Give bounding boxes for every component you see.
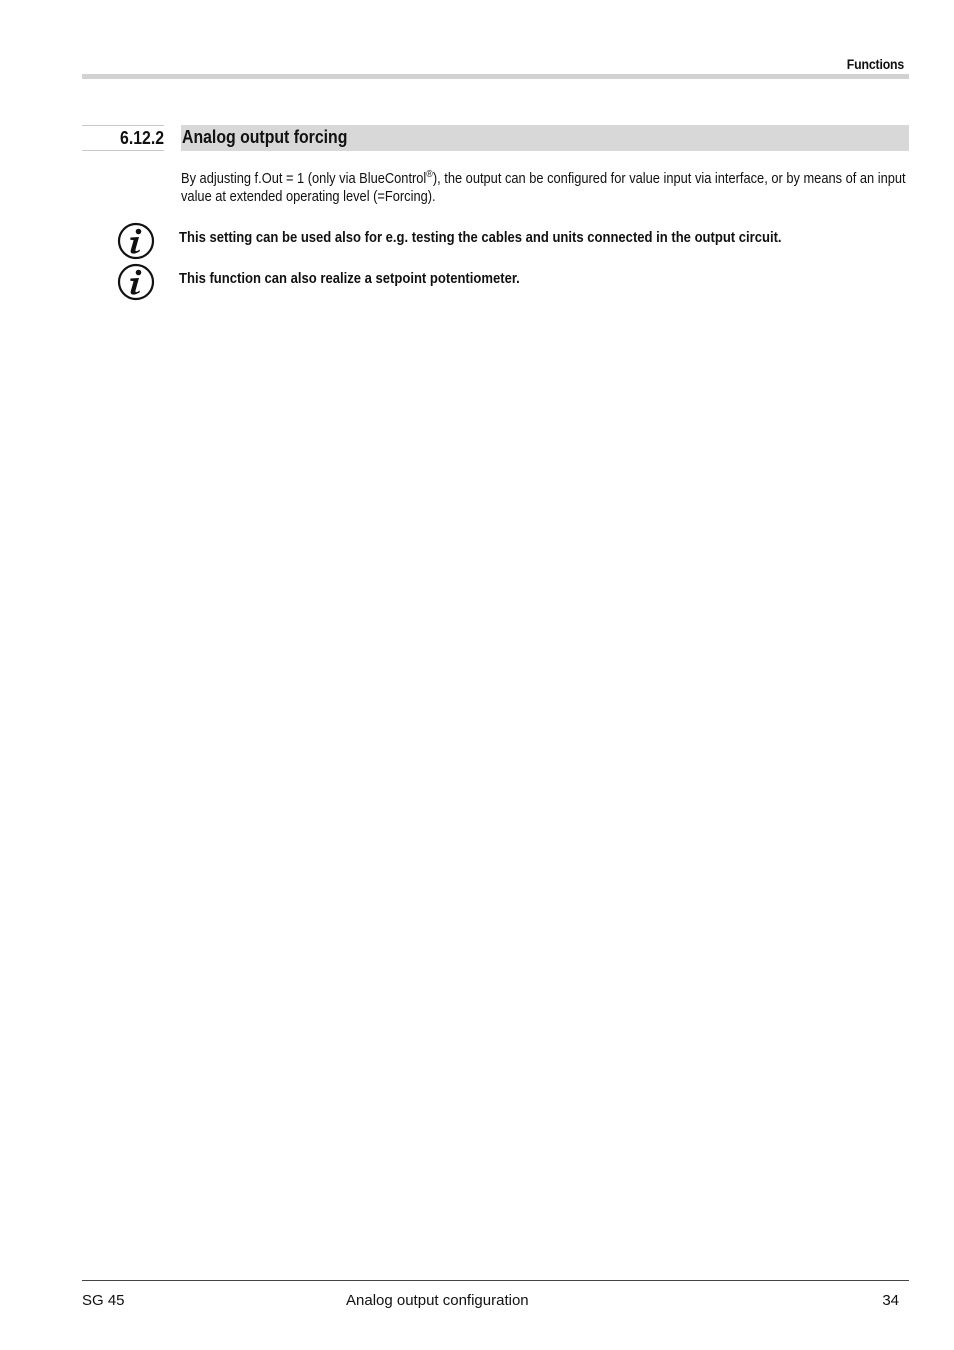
header-rule bbox=[82, 74, 909, 79]
info-icon bbox=[117, 263, 155, 301]
note-text-setpoint: This function can also realize a setpoint potentiometer. bbox=[179, 270, 520, 287]
registered-mark: ® bbox=[426, 169, 433, 180]
page-number: 34 bbox=[882, 1292, 899, 1309]
footer-chapter-title: Analog output configuration bbox=[346, 1292, 529, 1309]
section-title: Analog output forcing bbox=[182, 127, 348, 147]
running-header-title: Functions bbox=[846, 56, 904, 72]
footer-document-id: SG 45 bbox=[82, 1292, 125, 1309]
footer-rule bbox=[82, 1280, 909, 1281]
section-paragraph bbox=[181, 170, 908, 206]
section-title-bar bbox=[181, 125, 909, 151]
section-number-box bbox=[82, 125, 164, 151]
note-text-cable-testing: This setting can be used also for e.g. testing the cables and units connected in the output circuit. bbox=[179, 229, 782, 246]
paragraph-text-start: By adjusting f.Out = 1 (only via BlueControl bbox=[181, 171, 427, 187]
paragraph-text-end: ), the output can be configured for value input via interface, or by means of an input value at extended operating level (=Forcing). bbox=[181, 171, 906, 205]
info-icon bbox=[117, 222, 155, 260]
section-number: 6.12.2 bbox=[119, 128, 164, 148]
